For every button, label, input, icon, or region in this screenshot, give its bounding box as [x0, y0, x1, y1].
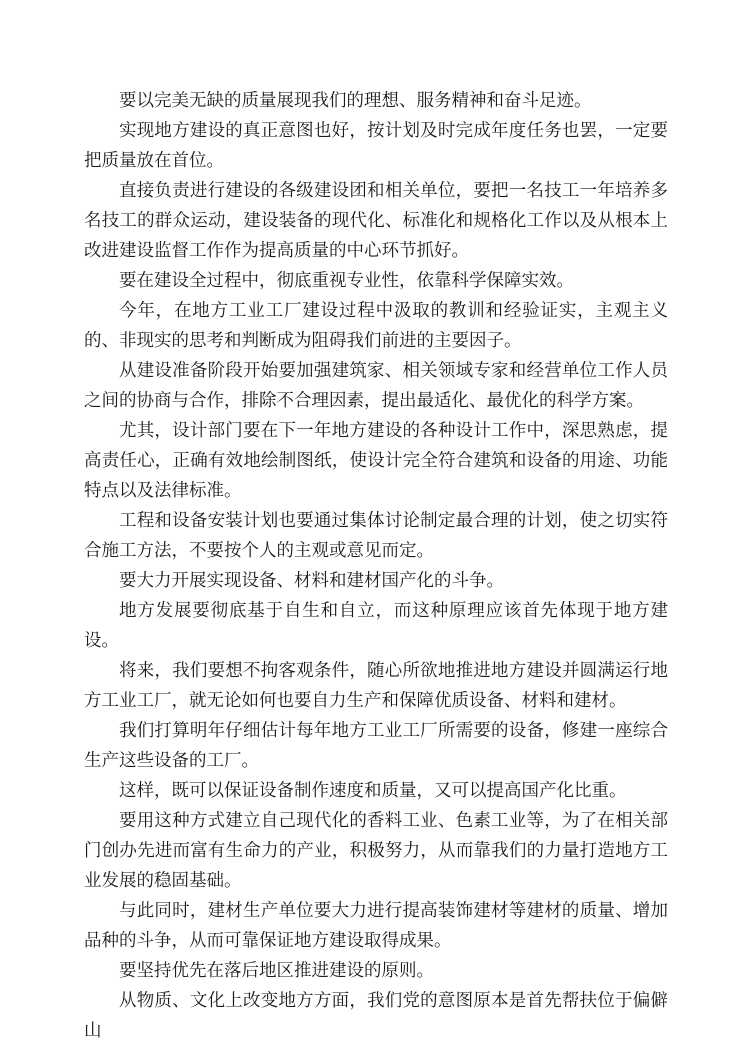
paragraph-15: 与此同时，建材生产单位要大力进行提高装饰建材等建材的质量、增加品种的斗争，从而可靠保证地方建设取得成果。 [84, 901, 668, 951]
paragraph-9: 要大力开展实现设备、材料和建材国产化的斗争。 [119, 571, 504, 591]
paragraph-14: 要用这种方式建立自己现代化的香料工业、色素工业等，为了在相关部门创办先进而富有生命力的产业，积极努力，从而靠我们的力量打造地方工业发展的稳固基础。 [84, 811, 668, 891]
document-page [84, 86, 668, 1046]
paragraph-17: 从物质、文化上改变地方方面，我们党的意图原本是首先帮扶位于偏僻山 [84, 991, 668, 1041]
paragraph-6: 从建设准备阶段开始要加强建筑家、相关领域专家和经营单位工作人员之间的协商与合作，排除不合理因素，提出最适化、最优化的科学方案。 [84, 361, 668, 411]
paragraph-3: 直接负责进行建设的各级建设团和相关单位，要把一名技工一年培养多名技工的群众运动，建设装备的现代化、标准化和规格化工作以及从根本上改进建设监督工作作为提高质量的中心环节抓好。 [84, 181, 668, 261]
paragraph-4: 要在建设全过程中，彻底重视专业性，依靠科学保障实效。 [119, 271, 574, 291]
paragraph-13: 这样，既可以保证设备制作速度和质量，又可以提高国产化比重。 [119, 781, 627, 801]
paragraph-2: 实现地方建设的真正意图也好，按计划及时完成年度任务也罢，一定要把质量放在首位。 [84, 121, 668, 171]
paragraph-16: 要坚持优先在落后地区推进建设的原则。 [119, 961, 434, 981]
paragraph-7: 尤其，设计部门要在下一年地方建设的各种设计工作中，深思熟虑，提高责任心，正确有效地绘制图纸，使设计完全符合建筑和设备的用途、功能特点以及法律标准。 [84, 421, 668, 501]
paragraph-1: 要以完美无缺的质量展现我们的理想、服务精神和奋斗足迹。 [119, 91, 592, 111]
paragraph-8: 工程和设备安装计划也要通过集体讨论制定最合理的计划，使之切实符合施工方法，不要按个人的主观或意见而定。 [84, 511, 668, 561]
paragraph-11: 将来，我们要想不拘客观条件，随心所欲地推进地方建设并圆满运行地方工业工厂，就无论如何也要自力生产和保障优质设备、材料和建材。 [84, 661, 668, 711]
paragraph-12: 我们打算明年仔细估计每年地方工业工厂所需要的设备，修建一座综合生产这些设备的工厂。 [84, 721, 668, 771]
paragraph-5: 今年，在地方工业工厂建设过程中汲取的教训和经验证实，主观主义的、非现实的思考和判断成为阻碍我们前进的主要因子。 [84, 301, 668, 351]
paragraph-10: 地方发展要彻底基于自生和自立，而这种原理应该首先体现于地方建设。 [84, 601, 668, 651]
